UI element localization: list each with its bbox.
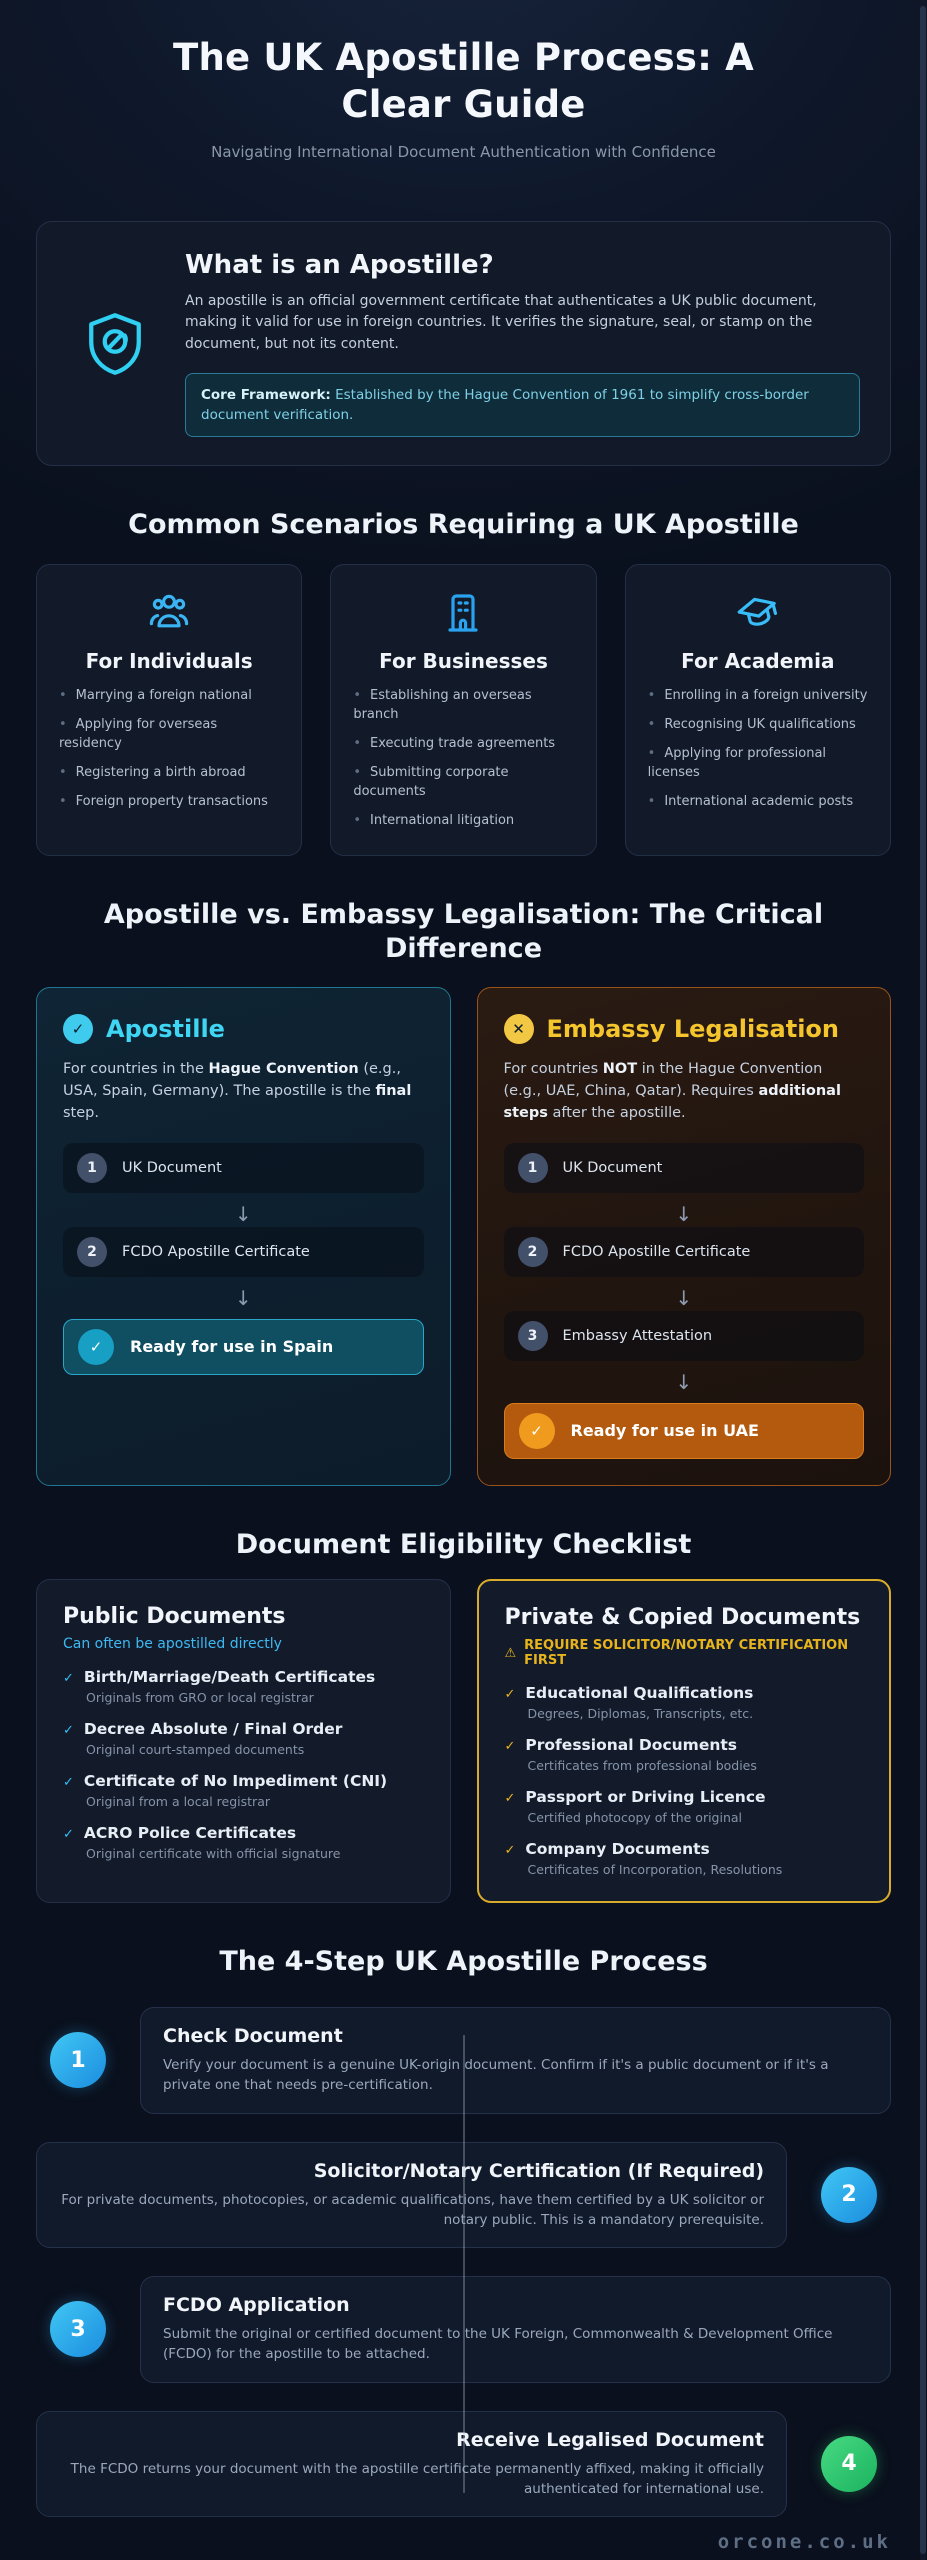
flow-step bbox=[63, 1143, 424, 1193]
process-step-title: Receive Legalised Document bbox=[456, 2428, 764, 2451]
private-documents-title: Private & Copied Documents bbox=[504, 1605, 861, 1631]
list-item: • Applying for overseas residency bbox=[59, 716, 279, 754]
check-icon: ✓ bbox=[63, 1723, 74, 1739]
checklist-item: ✓ Decree Absolute / Final Order Original court-stamped documents bbox=[63, 1720, 343, 1758]
apostille-result-banner bbox=[63, 1319, 424, 1375]
page-footer bbox=[36, 2531, 891, 2553]
graduation-cap-icon bbox=[648, 589, 868, 637]
list-item: • Registering a birth abroad bbox=[59, 764, 279, 783]
process-step-card bbox=[36, 2142, 787, 2249]
step-number-badge: 1 bbox=[50, 2032, 106, 2088]
check-icon: ✓ bbox=[504, 1687, 516, 1703]
scenario-title: For Individuals bbox=[85, 649, 253, 674]
list-item: • International academic posts bbox=[648, 793, 868, 812]
check-icon: ✓ bbox=[63, 1827, 74, 1843]
scenario-card-academia bbox=[625, 564, 891, 856]
list-item: • Enrolling in a foreign university bbox=[648, 687, 868, 706]
apostille-description: For countries in the Hague Convention (e.g., USA, Spain, Germany). The apostille is the final step. bbox=[63, 1061, 412, 1121]
private-documents-items bbox=[505, 1684, 864, 1877]
comparison-heading: Apostille vs. Embassy Legalisation: The Critical Difference bbox=[103, 898, 824, 964]
page-subtitle: Navigating International Document Authentication with Confidence bbox=[211, 142, 716, 161]
flow-step-label: UK Document bbox=[122, 1159, 222, 1176]
arrow-down-icon: ↓ bbox=[234, 1201, 252, 1226]
list-item: • Submitting corporate documents bbox=[353, 764, 573, 802]
flow-step bbox=[504, 1227, 865, 1277]
core-framework-callout bbox=[185, 373, 860, 438]
process-step-card bbox=[140, 2007, 891, 2114]
flow-step bbox=[63, 1227, 424, 1277]
check-icon: ✓ bbox=[504, 1791, 516, 1807]
cross-circle-icon: ✕ bbox=[504, 1014, 534, 1044]
process-step-desc: Submit the original or certified document to the UK Foreign, Commonwealth & Development Office (FCDO) for the apostille to be attached. bbox=[163, 2326, 833, 2363]
scenario-grid bbox=[36, 564, 891, 856]
public-documents-title: Public Documents bbox=[63, 1604, 286, 1630]
scrollbar[interactable] bbox=[920, 0, 926, 2560]
process-timeline bbox=[36, 2007, 891, 2517]
step-number-badge: 1 bbox=[77, 1153, 107, 1183]
embassy-result-banner bbox=[504, 1403, 865, 1459]
scenarios-heading: Common Scenarios Requiring a UK Apostille bbox=[128, 509, 799, 541]
checklist-item: ✓ Educational Qualifications Degrees, Diplomas, Transcripts, etc. bbox=[504, 1684, 754, 1722]
process-step-card bbox=[36, 2411, 787, 2518]
scenario-card-individuals bbox=[36, 564, 302, 856]
timeline-line bbox=[463, 2035, 465, 2493]
checklist-heading: Document Eligibility Checklist bbox=[235, 1528, 692, 1560]
checklist-item: ✓ Certificate of No Impediment (CNI) Original from a local registrar bbox=[63, 1772, 388, 1810]
footer-brand: orcone.co.uk bbox=[717, 2531, 891, 2554]
embassy-title: Embassy Legalisation bbox=[546, 1015, 839, 1044]
arrow-down-icon: ↓ bbox=[234, 1285, 252, 1310]
embassy-description: For countries NOT in the Hague Convention (e.g., UAE, China, Qatar). Requires additional steps after the apostille. bbox=[503, 1061, 841, 1121]
process-step-title: FCDO Application bbox=[163, 2294, 350, 2317]
check-circle-icon: ✓ bbox=[63, 1014, 93, 1044]
flow-step-label: FCDO Apostille Certificate bbox=[562, 1243, 751, 1260]
list-item: • Executing trade agreements bbox=[353, 735, 573, 754]
check-icon: ✓ bbox=[63, 1671, 74, 1687]
intro-content bbox=[185, 250, 860, 438]
step-number-badge: 4 bbox=[821, 2436, 877, 2492]
process-step-desc: Verify your document is a genuine UK-origin document. Confirm if it's a public document or if it's a private one that needs pre-certification. bbox=[163, 2057, 829, 2094]
apostille-card-header bbox=[63, 1014, 424, 1044]
check-icon: ✓ bbox=[504, 1843, 516, 1859]
step-number-badge: 3 bbox=[518, 1321, 548, 1351]
list-item: • Establishing an overseas branch bbox=[353, 687, 573, 725]
checklist-item: ✓ Passport or Driving Licence Certified photocopy of the original bbox=[504, 1788, 766, 1826]
scenario-title: For Businesses bbox=[379, 649, 548, 674]
apostille-card bbox=[36, 987, 451, 1485]
apostille-result-label: Ready for use in Spain bbox=[130, 1337, 334, 1357]
list-item: • Recognising UK qualifications bbox=[648, 716, 868, 735]
scenario-title: For Academia bbox=[681, 649, 835, 674]
callout-text: Established by the Hague Convention of 1961 to simplify cross-border document verification. bbox=[201, 386, 809, 424]
flow-step bbox=[504, 1143, 865, 1193]
scrollbar-thumb[interactable] bbox=[920, 6, 926, 2554]
list-item: • International litigation bbox=[353, 812, 573, 831]
embassy-result-label: Ready for use in UAE bbox=[570, 1421, 759, 1441]
shield-badge-icon bbox=[67, 311, 163, 377]
comparison-grid bbox=[36, 987, 891, 1485]
scenario-list bbox=[59, 687, 279, 812]
private-documents-card bbox=[477, 1579, 892, 1903]
process-step-desc: For private documents, photocopies, or academic qualifications, have them certified by a UK solicitor or notary public. This is a mandatory prerequisite. bbox=[61, 2191, 764, 2228]
public-documents-card bbox=[36, 1579, 451, 1903]
step-number-badge: 2 bbox=[821, 2167, 877, 2223]
intro-body: An apostille is an official government certificate that authenticates a UK public document, making it valid for use in foreign countries. It verifies the signature, seal, or stamp on the document, but not its content. bbox=[185, 292, 817, 353]
arrow-down-icon: ↓ bbox=[675, 1201, 693, 1226]
step-number-badge: 1 bbox=[518, 1153, 548, 1183]
scenario-card-businesses bbox=[330, 564, 596, 856]
check-icon: ✓ bbox=[519, 1413, 555, 1449]
public-documents-subtitle: Can often be apostilled directly bbox=[63, 1636, 282, 1653]
embassy-card-header bbox=[504, 1014, 865, 1044]
step-number-badge: 3 bbox=[50, 2301, 106, 2357]
arrow-down-icon: ↓ bbox=[675, 1285, 693, 1310]
process-heading: The 4-Step UK Apostille Process bbox=[219, 1946, 708, 1978]
check-icon: ✓ bbox=[504, 1739, 516, 1755]
public-documents-items bbox=[63, 1668, 424, 1861]
checklist-item: ✓ Company Documents Certificates of Incorporation, Resolutions bbox=[504, 1840, 783, 1878]
page-title: The UK Apostille Process: A Clear Guide bbox=[173, 36, 754, 127]
people-group-icon bbox=[59, 589, 279, 637]
list-item: • Marrying a foreign national bbox=[59, 687, 279, 706]
page-header bbox=[36, 0, 891, 161]
scenario-list bbox=[353, 687, 573, 831]
flow-step bbox=[504, 1311, 865, 1361]
checklist-grid bbox=[36, 1579, 891, 1903]
apostille-title: Apostille bbox=[106, 1015, 225, 1044]
embassy-card bbox=[477, 987, 892, 1485]
step-number-badge: 2 bbox=[518, 1237, 548, 1267]
check-icon: ✓ bbox=[63, 1775, 74, 1791]
office-building-icon bbox=[353, 589, 573, 637]
check-icon: ✓ bbox=[78, 1329, 114, 1365]
checklist-item: ✓ Professional Documents Certificates from professional bodies bbox=[504, 1736, 757, 1774]
intro-heading: What is an Apostille? bbox=[185, 249, 494, 280]
process-step-card bbox=[140, 2276, 891, 2383]
flow-step-label: FCDO Apostille Certificate bbox=[122, 1243, 310, 1260]
process-step-desc: The FCDO returns your document with the apostille certificate permanently affixed, making it officially authenticated for international use. bbox=[70, 2460, 764, 2497]
arrow-down-icon: ↓ bbox=[675, 1369, 693, 1394]
list-item: • Applying for professional licenses bbox=[648, 745, 868, 783]
checklist-item: ✓ ACRO Police Certificates Original certificate with official signature bbox=[63, 1824, 341, 1862]
warning-icon: ⚠ bbox=[504, 1645, 517, 1661]
flow-step-label: Embassy Attestation bbox=[562, 1327, 713, 1344]
process-step-title: Check Document bbox=[163, 2025, 343, 2048]
checklist-item: ✓ Birth/Marriage/Death Certificates Originals from GRO or local registrar bbox=[63, 1668, 376, 1706]
flow-step-label: UK Document bbox=[562, 1159, 663, 1176]
step-number-badge: 2 bbox=[77, 1237, 107, 1267]
process-step-title: Solicitor/Notary Certification (If Required) bbox=[313, 2159, 764, 2182]
scenario-list bbox=[648, 687, 868, 812]
callout-label: Core Framework: bbox=[201, 386, 331, 403]
list-item: • Foreign property transactions bbox=[59, 793, 279, 812]
private-documents-warning: ⚠ REQUIRE SOLICITOR/NOTARY CERTIFICATION FIRST bbox=[504, 1638, 849, 1669]
what-is-apostille-card bbox=[36, 221, 891, 467]
